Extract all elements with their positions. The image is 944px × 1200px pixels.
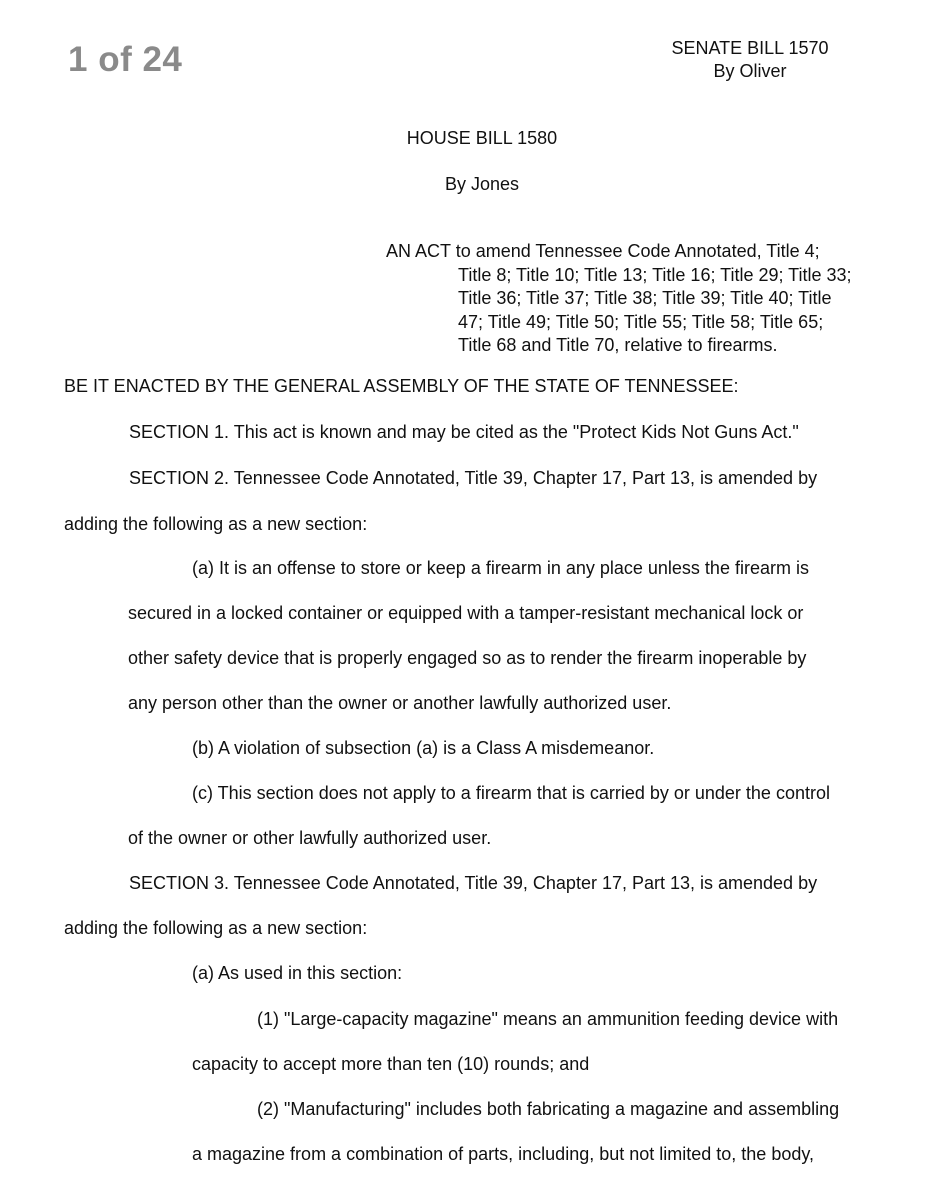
section-3-definition-2: (2) "Manufacturing" includes both fabricating a magazine and assembling: [257, 1099, 840, 1119]
senate-bill-header: [620, 37, 880, 83]
house-bill-sponsor: By Jones: [444, 174, 520, 194]
act-caption: [386, 240, 906, 358]
caption-line: AN ACT to amend Tennessee Code Annotated, Title 4;: [386, 241, 820, 261]
section-2-text: SECTION 2. Tennessee Code Annotated, Title 39, Chapter 17, Part 13, is amended by: [129, 468, 818, 488]
section-2-subsection-a: (a) It is an offense to store or keep a firearm in any place unless the firearm is: [192, 558, 809, 578]
section-2-text: adding the following as a new section:: [64, 514, 368, 534]
senate-bill-number: SENATE BILL 1570: [671, 38, 829, 58]
section-2-subsection-a: any person other than the owner or another lawfully authorized user.: [128, 693, 672, 713]
section-2-subsection-a: secured in a locked container or equipped with a tamper-resistant mechanical lock or: [128, 603, 804, 623]
section-2-subsection-c: of the owner or other lawfully authorized user.: [128, 828, 492, 848]
section-3-definition-1: capacity to accept more than ten (10) rounds; and: [192, 1054, 590, 1074]
section-2-subsection-b: (b) A violation of subsection (a) is a Class A misdemeanor.: [192, 738, 655, 758]
page-counter: 1 of 24: [68, 40, 183, 79]
section-3-subsection-a: (a) As used in this section:: [192, 963, 403, 983]
enacting-clause: BE IT ENACTED BY THE GENERAL ASSEMBLY OF THE STATE OF TENNESSEE:: [64, 376, 739, 396]
section-3-text: SECTION 3. Tennessee Code Annotated, Title 39, Chapter 17, Part 13, is amended by: [129, 873, 818, 893]
house-bill-number: HOUSE BILL 1580: [406, 128, 558, 148]
section-3-text: adding the following as a new section:: [64, 918, 368, 938]
senate-bill-sponsor: By Oliver: [713, 61, 787, 81]
section-3-definition-2: a magazine from a combination of parts, including, but not limited to, the body,: [192, 1144, 815, 1164]
section-1-text: SECTION 1. This act is known and may be cited as the "Protect Kids Not Guns Act.": [129, 422, 799, 442]
section-2-subsection-a: other safety device that is properly engaged so as to render the firearm inoperable by: [128, 648, 807, 668]
caption-line: Title 36; Title 37; Title 38; Title 39; Title 40; Title: [458, 288, 832, 308]
caption-line: Title 68 and Title 70, relative to firearms.: [458, 335, 778, 355]
section-3-definition-1: (1) "Large-capacity magazine" means an ammunition feeding device with: [257, 1009, 839, 1029]
caption-line: Title 8; Title 10; Title 13; Title 16; Title 29; Title 33;: [458, 264, 852, 285]
caption-line: 47; Title 49; Title 50; Title 55; Title 58; Title 65;: [458, 311, 824, 332]
section-2-subsection-c: (c) This section does not apply to a firearm that is carried by or under the control: [192, 783, 830, 803]
